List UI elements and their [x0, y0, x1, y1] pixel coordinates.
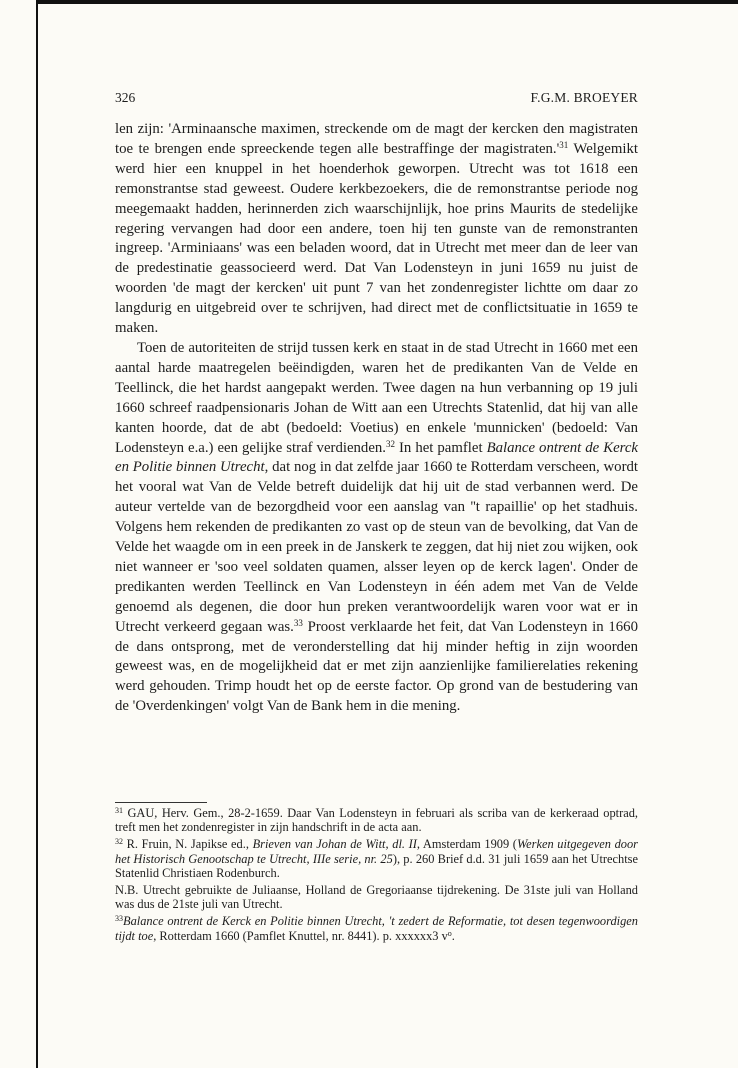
body-text	[115, 120, 638, 717]
footnote-ref-32: 32	[386, 438, 395, 449]
footnote-text: GAU, Herv. Gem., 28-2-1659. Daar Van Lodensteyn in februari als scriba van de kerkeraad optrad, treft men het zondenregister in zijn handschrift in de acta aan.	[115, 806, 638, 835]
footnote-number: 32	[115, 837, 123, 847]
paragraph-2	[115, 339, 638, 717]
pamphlet-title: Balance ontrent de Kerck en Politie binnen Utrecht	[115, 439, 638, 476]
footnote-title: Brieven van Johan de Witt, dl. II	[252, 837, 417, 852]
paragraph-2-text-b: , dat nog in dat zelfde jaar 1660 te Rotterdam verscheen, wordt het vooral wat Van de Velde betreft duidelijk dat hij uit de stad verbannen werd. De auteur vertelde van de bezorgdheid voor een aanslag van ''t rapaillie' op het stadhuis. Volgens hem rekenden de predikanten zo vast op de steun van de bevolking, dat Van de Velde het waagde om in een preek in de Janskerk te zeggen, dat hij niet zou wijken, ook niet wanneer er 'soo veel soldaten quamen, alsser leyen op de kerck lagen'. Onder de predikanten werden Teellinck en Van Lodensteyn in één adem met Van de Velde genoemd als degenen, die door hun preken verantwoordelijk waren voor wat er in Utrecht verkeerd gegaan was.	[115, 459, 639, 635]
footnote-text: .	[451, 928, 455, 943]
footnotes	[115, 806, 638, 946]
footnote-title: Werken uitgegeven door het Historisch Genootschap te Utrecht, IIIe serie, nr. 25	[115, 837, 638, 866]
footnote-ref-33: 33	[293, 617, 303, 628]
footnote-33	[115, 914, 638, 942]
paragraph-1-text: len zijn: 'Arminaansche maximen, streckende om de magt der kercken den magistraten toe te brengen ende spreeckende tegen alle bestraffinge der magistraten.'	[115, 121, 638, 157]
footnote-31	[115, 806, 638, 834]
footnote-text: , Rotterdam 1660 (Pamflet Knuttel, nr. 8441). p. xxxxxx3 v	[153, 928, 448, 943]
footnote-nb: N.B. Utrecht gebruikte de Juliaanse, Holland de Gregoriaanse tijdrekening. De 31ste juli van Holland was dus de 21ste juli van Utrecht.	[115, 883, 638, 912]
paragraph-1-text-cont: Welgemikt werd hier een knuppel in het hoenderhok geworpen. Utrecht was tot 1618 een remonstrantse stad geweest. Oudere kerkbezoekers, die de remonstrantse periode nog meegemaakt hadden, herinnerden zich waarschijnlijk, hoe prins Maurits de stedelijke regering vervangen had door een andere, toen hij ten gunste van de remonstranten ingreep. 'Arminiaans' was een beladen woord, dat in Utrecht met meer dan de leer van de predestinatie geassocieerd werd. Dat Van Lodensteyn in juni 1659 nu juist de woorden 'de magt der kercken' uit punt 7 van het zondenregister lichtte om daar zo langdurig en uitgebreid over te schrijven, had direct met de conflictsituatie in 1659 te maken.	[115, 140, 638, 337]
footnote-number: 33	[115, 914, 123, 924]
paragraph-2-text-a: In het pamflet	[395, 439, 487, 456]
footnote-text: , Amsterdam 1909 (	[416, 837, 517, 852]
footnote-number: 31	[115, 806, 123, 815]
top-border-rule	[36, 0, 738, 4]
page-number: 326	[115, 90, 136, 105]
paragraph-1	[115, 120, 638, 339]
footnote-title: Balance ontrent de Kerck en Politie binnen Utrecht, 't zedert de Reformatie, tot desen tegenwoordigen tijdt toe	[115, 914, 638, 943]
paragraph-2-text-c: Proost verklaarde het feit, dat Van Lodensteyn in 1660 de dans ontsprong, met de veronderstelling dat hij minder heftig in zijn woorden geweest was, en de mogelijkheid dat er met zijn aanzienlijke familierelaties rekening werd gehouden. Trimp houdt het op de eerste factor. Op grond van de bestudering van de 'Overdenkingen' volgt Van de Bank hem in die mening.	[115, 618, 638, 715]
footnote-32	[115, 837, 638, 880]
footnote-ref-31: 31	[559, 139, 569, 150]
footnote-separator	[115, 802, 207, 803]
footnote-text: R. Fruin, N. Japikse ed.,	[123, 837, 253, 852]
left-border-rule	[36, 0, 38, 1068]
paragraph-2-text: Toen de autoriteiten de strijd tussen kerk en staat in de stad Utrecht in 1660 met een aantal harde maatregelen beëindigden, waren het de predikanten Van de Velde en Teellinck, die het hardst aangepakt werden. Twee dagen na hun verbanning op 19 juli 1660 schreef raadpensionaris Johan de Witt aan een Utrechts Statenlid, dat hij van alle kanten hoorde, dat de abt (bedoeld: Voetius) en enkele 'munnicken' (bedoeld: Van Lodensteyn e.a.) een gelijke straf verdienden.	[115, 339, 638, 456]
footnote-text: ), p. 260 Brief d.d. 31 juli 1659 aan het Utrechtse Statenlid Christiaen Rodenburch.	[115, 851, 638, 880]
folio-verso-mark: o	[447, 928, 452, 938]
running-head: F.G.M. BROEYER	[530, 90, 638, 105]
